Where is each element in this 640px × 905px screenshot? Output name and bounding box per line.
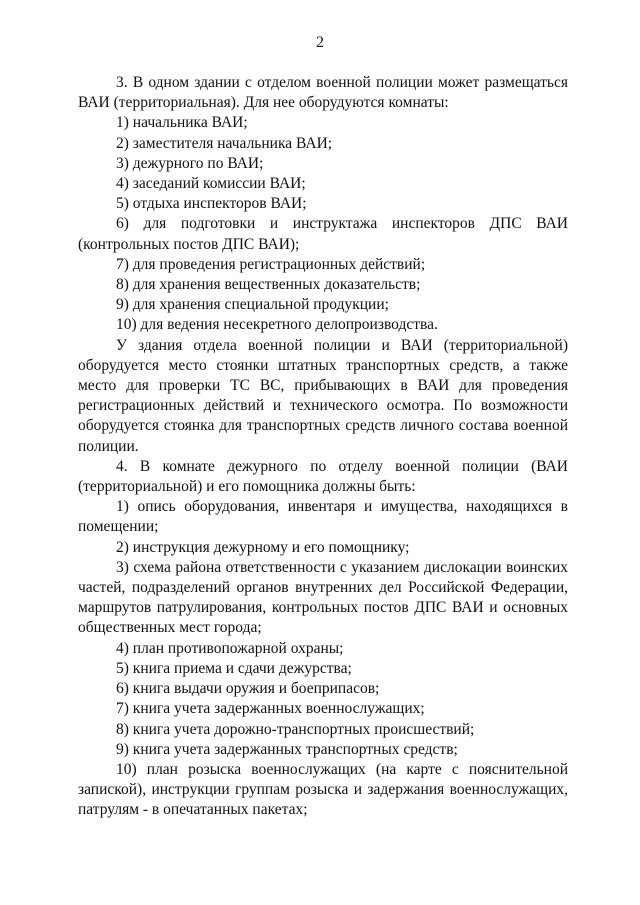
list-item: 5) книга приема и сдачи дежурства;	[116, 659, 352, 677]
list-item: 10) для ведения несекретного делопроизводства.	[116, 316, 438, 334]
list-item: 6) книга выдачи оружия и боеприпасов;	[116, 680, 380, 698]
list-item: 7) для проведения регистрационных действий;	[116, 255, 426, 273]
list-item: 9) книга учета задержанных транспортных средств;	[116, 740, 458, 758]
paragraph: 6) для подготовки и инструктажа инспекторов ДПС ВАИ (контрольных постов ДПС ВАИ);	[78, 215, 568, 253]
list-item: 5) отдыха инспекторов ВАИ;	[116, 195, 307, 213]
list-item: 3) дежурного по ВАИ;	[116, 154, 264, 172]
paragraph: 4. В комнате дежурного по отделу военной полиции (ВАИ (территориальной) и его помощника должны быть:	[78, 457, 568, 496]
paragraph: 3) схема района ответственности с указанием дислокации воинских частей, подразделений органов внутренних дел Российской Федерации, маршрутов патрулирования, контрольных постов ДПС ВАИ и основных общественных мест города;	[78, 558, 568, 637]
list-item: 2) заместителя начальника ВАИ;	[116, 134, 333, 152]
paragraph: 1) опись оборудования, инвентаря и имущества, находящихся в помещении;	[78, 498, 568, 536]
paragraph: 3. В одном здании с отделом военной полиции может размещаться ВАИ (территориальная). Для нее оборудуются комнаты:	[78, 74, 568, 112]
list-item: 1) начальника ВАИ;	[116, 114, 248, 132]
list-item: 7) книга учета задержанных военнослужащих;	[116, 700, 425, 718]
list-item: 2) инструкция дежурному и его помощнику;	[116, 538, 410, 556]
page-number: 2	[316, 34, 324, 51]
paragraph: У здания отдела военной полиции и ВАИ (территориальной) оборудуется место стоянки штатных транспортных средств, а также место для проверки ТС ВС, прибывающих в ВАИ для проведения регистрационных действий и технического осмотра. По возможности оборудуется стоянка для транспортных средств личного состава военной полиции.	[78, 336, 568, 455]
list-item: 4) план противопожарной охраны;	[116, 639, 344, 657]
list-item: 8) книга учета дорожно-транспортных происшествий;	[116, 720, 475, 738]
list-item: 9) для хранения специальной продукции;	[116, 296, 389, 314]
list-item: 4) заседаний комиссии ВАИ;	[116, 175, 306, 193]
paragraph: 10) план розыска военнослужащих (на карте с пояснительной запиской), инструкции группам розыска и задержания военнослужащих, патрулям - в опечатанных пакетах;	[78, 760, 568, 819]
document-body	[78, 73, 568, 821]
list-item: 8) для хранения вещественных доказательств;	[116, 276, 421, 294]
